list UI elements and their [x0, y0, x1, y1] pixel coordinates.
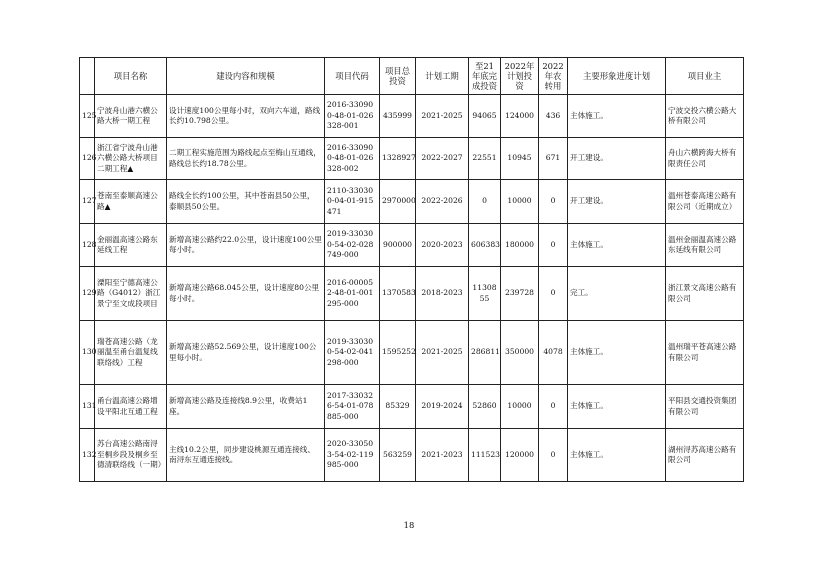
table-header-row — [80, 58, 744, 95]
cumulative-investment: 94065 — [469, 95, 501, 138]
row-seq: 128 — [80, 224, 95, 267]
plan-period: 2021-2025 — [416, 321, 469, 385]
project-code: 2016-330900-48-01-026328-002 — [325, 138, 380, 180]
header-code: 项目代码 — [325, 58, 380, 95]
project-name: 宁波舟山港六横公路大桥一期工程 — [95, 95, 167, 138]
project-code: 2110-330300-04-01-915471 — [325, 180, 380, 224]
plan-investment-2022: 10945 — [501, 138, 539, 180]
header-progress-plan: 主要形象进度计划 — [568, 58, 666, 95]
project-code: 2016-330900-48-01-026328-001 — [325, 95, 380, 138]
table-row — [80, 180, 744, 224]
progress-plan: 完工。 — [568, 267, 666, 321]
cumulative-investment: 606383 — [469, 224, 501, 267]
project-name: 金丽温高速公路东延线工程 — [95, 224, 167, 267]
land-conversion-2022: 0 — [539, 267, 568, 321]
land-conversion-2022: 0 — [539, 385, 568, 429]
project-scope: 主线10.2公里，同步建设桃源互通连接线、南浔东互通连接线。 — [167, 429, 325, 482]
project-scope: 二期工程实施范围为路线起点至梅山互通线，路线总长约18.78公里。 — [167, 138, 325, 180]
progress-plan: 主体施工。 — [568, 95, 666, 138]
table-row — [80, 321, 744, 385]
page-number: 18 — [403, 520, 415, 530]
row-seq: 131 — [80, 385, 95, 429]
row-seq: 125 — [80, 95, 95, 138]
plan-investment-2022: 350000 — [501, 321, 539, 385]
land-conversion-2022: 0 — [539, 429, 568, 482]
row-seq: 132 — [80, 429, 95, 482]
total-investment: 85329 — [380, 385, 416, 429]
plan-period: 2019-2024 — [416, 385, 469, 429]
plan-investment-2022: 239728 — [501, 267, 539, 321]
project-owner: 舟山六横跨海大桥有限责任公司 — [666, 138, 744, 180]
project-owner: 平阳县交通投资集团有限公司 — [666, 385, 744, 429]
header-cumulative-investment: 至21年底完成投资 — [469, 58, 501, 95]
land-conversion-2022: 0 — [539, 180, 568, 224]
project-table — [79, 57, 744, 482]
plan-investment-2022: 10000 — [501, 180, 539, 224]
header-2022-plan-investment: 2022年计划投资 — [501, 58, 539, 95]
plan-period: 2021-2023 — [416, 429, 469, 482]
project-code: 2019-330300-54-02-028749-000 — [325, 224, 380, 267]
project-owner: 温州瑞平苍高速公路有限公司 — [666, 321, 744, 385]
cumulative-investment: 22551 — [469, 138, 501, 180]
progress-plan: 主体施工。 — [568, 385, 666, 429]
plan-investment-2022: 120000 — [501, 429, 539, 482]
project-scope: 新增高速公路约22.0公里，设计速度100公里每小时。 — [167, 224, 325, 267]
header-period: 计划工期 — [416, 58, 469, 95]
progress-plan: 开工建设。 — [568, 138, 666, 180]
total-investment: 900000 — [380, 224, 416, 267]
table-row — [80, 385, 744, 429]
plan-period: 2020-2023 — [416, 224, 469, 267]
total-investment: 1370583 — [380, 267, 416, 321]
progress-plan: 主体施工。 — [568, 321, 666, 385]
table-row — [80, 224, 744, 267]
table-row — [80, 95, 744, 138]
project-owner: 湖州浔苏高速公路有限公司 — [666, 429, 744, 482]
header-scope: 建设内容和规模 — [167, 58, 325, 95]
total-investment: 2970000 — [380, 180, 416, 224]
cumulative-investment: 0 — [469, 180, 501, 224]
land-conversion-2022: 0 — [539, 224, 568, 267]
progress-plan: 开工建设。 — [568, 180, 666, 224]
progress-plan: 主体施工。 — [568, 224, 666, 267]
table-row — [80, 267, 744, 321]
cumulative-investment: 286811 — [469, 321, 501, 385]
project-name: 浙江省宁波舟山港六横公路大桥项目二期工程▲ — [95, 138, 167, 180]
land-conversion-2022: 4078 — [539, 321, 568, 385]
plan-investment-2022: 10000 — [501, 385, 539, 429]
project-code: 2020-330503-54-02-119985-000 — [325, 429, 380, 482]
project-scope: 新增高速公路52.569公里，设计速度100公里每小时。 — [167, 321, 325, 385]
row-seq: 127 — [80, 180, 95, 224]
land-conversion-2022: 436 — [539, 95, 568, 138]
plan-period: 2021-2025 — [416, 95, 469, 138]
total-investment: 1595252 — [380, 321, 416, 385]
row-seq: 130 — [80, 321, 95, 385]
project-owner: 温州苍泰高速公路有限公司（近期成立） — [666, 180, 744, 224]
header-name: 项目名称 — [95, 58, 167, 95]
cumulative-investment: 111523 — [469, 429, 501, 482]
project-scope: 新增高速公路及连接线8.9公里，收费站1座。 — [167, 385, 325, 429]
plan-period: 2022-2027 — [416, 138, 469, 180]
project-code: 2019-330300-54-02-041298-000 — [325, 321, 380, 385]
project-name: 甬台温高速公路增设平阳北互通工程 — [95, 385, 167, 429]
project-owner: 浙江景文高速公路有限公司 — [666, 267, 744, 321]
progress-plan: 主体施工。 — [568, 429, 666, 482]
project-name: 苍南至泰顺高速公路▲ — [95, 180, 167, 224]
table-row — [80, 138, 744, 180]
land-conversion-2022: 671 — [539, 138, 568, 180]
table-row — [80, 429, 744, 482]
project-name: 苏台高速公路南浔至桐乡段及桐乡至德清联络线（一期） — [95, 429, 167, 482]
header-2022-land-conversion: 2022年农转用 — [539, 58, 568, 95]
cumulative-investment: 1130855 — [469, 267, 501, 321]
project-scope: 新增高速公路68.045公里，设计速度80公里每小时。 — [167, 267, 325, 321]
project-owner: 宁波交投六横公路大桥有限公司 — [666, 95, 744, 138]
plan-investment-2022: 124000 — [501, 95, 539, 138]
row-seq: 126 — [80, 138, 95, 180]
total-investment: 435999 — [380, 95, 416, 138]
project-name: 瑞苍高速公路（龙丽温至甬台温复线联络线）工程 — [95, 321, 167, 385]
project-owner: 温州金丽温高速公路东延线有限公司 — [666, 224, 744, 267]
row-seq: 129 — [80, 267, 95, 321]
plan-period: 2022-2026 — [416, 180, 469, 224]
total-investment: 1328927 — [380, 138, 416, 180]
project-scope: 路线全长约100公里，其中苍南县50公里，泰顺县50公里。 — [167, 180, 325, 224]
header-total-investment: 项目总投资 — [380, 58, 416, 95]
header-seq — [80, 58, 95, 95]
header-owner: 项目业主 — [666, 58, 744, 95]
cumulative-investment: 52860 — [469, 385, 501, 429]
project-code: 2017-330326-54-01-078885-000 — [325, 385, 380, 429]
project-name: 溧阳至宁德高速公路（G4012）浙江景宁至文成段项目 — [95, 267, 167, 321]
project-code: 2016-000052-48-01-001295-000 — [325, 267, 380, 321]
plan-period: 2018-2023 — [416, 267, 469, 321]
project-scope: 设计速度100公里每小时，双向六车道，路线长约10.798公里。 — [167, 95, 325, 138]
plan-investment-2022: 180000 — [501, 224, 539, 267]
total-investment: 563259 — [380, 429, 416, 482]
